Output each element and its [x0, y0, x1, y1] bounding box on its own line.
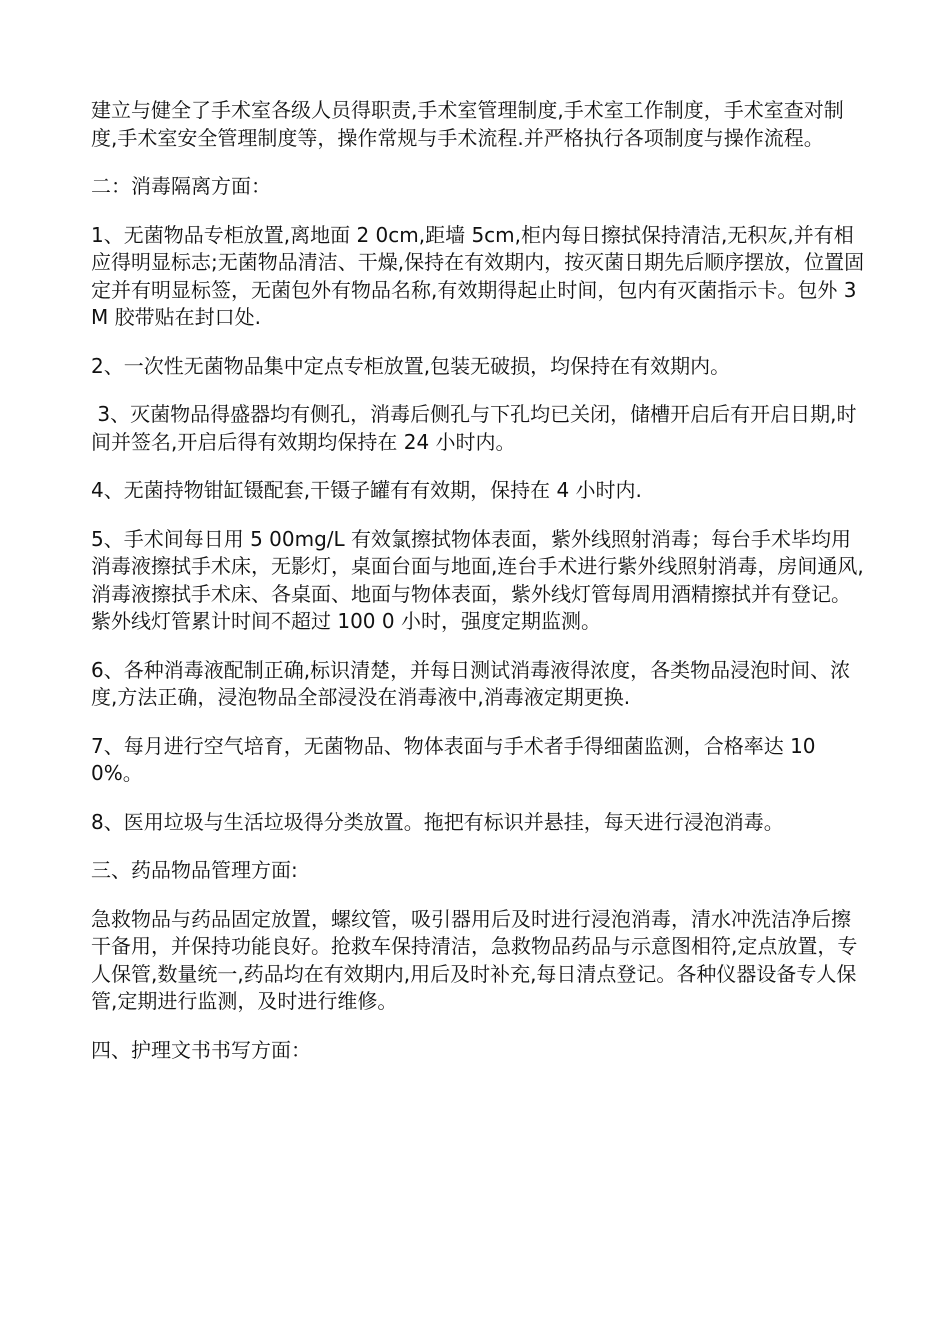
paragraph-item-4: 4、无菌持物钳缸镊配套,干镊子罐有有效期，保持在 4 小时内. [91, 478, 642, 502]
paragraph-item-6: 6、各种消毒液配制正确,标识清楚，并每日测试消毒液得浓度，各类物品浸泡时间、浓度,方法正确，浸泡物品全部浸没在消毒液中,消毒液定期更换. [91, 657, 851, 709]
document-body [91, 97, 866, 1085]
paragraph-item-1: 1、无菌物品专柜放置,离地面 2 0cm,距墙 5cm,柜内每日擦拭保持清洁,无积灰,并有相应得明显标志;无菌物品清洁、干燥,保持在有效期内，按灭菌日期先后顺序摆放，位置固定并有明显标签，无菌包外有物品名称,有效期得起止时间，包内有灭菌指示卡。包外 3M 胶带贴在封口处. [91, 222, 865, 329]
heading-nursing-documents: 四、护理文书书写方面： [91, 1037, 311, 1062]
paragraph-duty-system: 建立与健全了手术室各级人员得职责,手术室管理制度,手术室工作制度，手术室查对制度,手术室安全管理制度等，操作常规与手术流程.并严格执行各项制度与操作流程。 [91, 98, 844, 150]
paragraph-item-2: 2、一次性无菌物品集中定点专柜放置,包装无破损，均保持在有效期内。 [91, 353, 731, 378]
paragraph-item-3: 3、灭菌物品得盛器均有侧孔，消毒后侧孔与下孔均已关闭，储槽开启后有开启日期,时间并签名,开启后得有效期均保持在 24 小时内。 [91, 402, 857, 454]
heading-drug-management: 三、药品物品管理方面: [91, 858, 298, 882]
paragraph-item-7: 7、每月进行空气培育，无菌物品、物体表面与手术者手得细菌监测，合格率达 100%。 [91, 733, 816, 785]
paragraph-emergency-supplies: 急救物品与药品固定放置，螺纹管，吸引器用后及时进行浸泡消毒，清水冲洗洁净后擦干备用，并保持功能良好。抢救车保持清洁，急救物品药品与示意图相符,定点放置，专人保管,数量统一,药品均在有效期内,用后及时补充,每日清点登记。各种仪器设备专人保管,定期进行监测，及时进行维修。 [91, 906, 858, 1013]
paragraph-item-8: 8、医用垃圾与生活垃圾得分类放置。拖把有标识并悬挂，每天进行浸泡消毒。 [91, 809, 784, 834]
paragraph-item-5: 5、手术间每日用 5 00mg/L 有效氯擦拭物体表面，紫外线照射消毒；每台手术毕均用消毒液擦拭手术床，无影灯，桌面台面与地面,连台手术进行紫外线照射消毒，房间通风,消毒液擦拭手术床、各桌面、地面与物体表面，紫外线灯管每周用酒精擦拭并有登记。紫外线灯管累计时间不超过 100 0 小时，强度定期监测。 [91, 526, 864, 633]
heading-disinfection-isolation: 二：消毒隔离方面： [91, 174, 271, 198]
